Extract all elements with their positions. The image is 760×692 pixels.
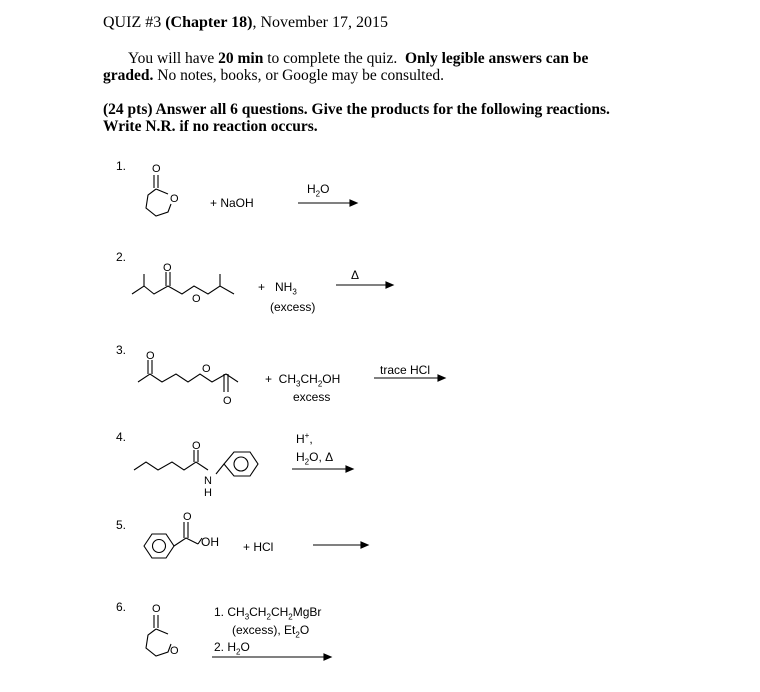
intro-graded: graded. bbox=[103, 67, 154, 84]
atom-o: O bbox=[152, 603, 161, 615]
quiz-chapter: (Chapter 18) bbox=[165, 14, 253, 31]
question-5-oh: OH bbox=[201, 535, 219, 549]
question-2-reagent: + $NH_3$ bbox=[258, 280, 297, 297]
question-2-reagent-note: (excess) bbox=[270, 300, 316, 314]
question-3-reagent: + $CH_3CH_2OH$ bbox=[265, 372, 341, 389]
quiz-date: , November 17, 2015 bbox=[252, 14, 388, 31]
question-3-arrow bbox=[374, 373, 449, 383]
intro-line-2 bbox=[103, 67, 444, 85]
question-4-arrow bbox=[292, 464, 357, 474]
atom-o: O bbox=[223, 395, 232, 407]
question-3-reagent-note: excess bbox=[293, 390, 331, 404]
intro-line-1 bbox=[128, 50, 588, 68]
question-1-arrow bbox=[298, 198, 358, 208]
atom-o: O bbox=[163, 262, 172, 274]
question-2-structure bbox=[130, 262, 240, 312]
atom-o: O bbox=[192, 293, 201, 305]
atom-n: N bbox=[204, 475, 212, 487]
question-6-arrow bbox=[212, 652, 337, 662]
question-4-condition-2: $H_2O$, Δ bbox=[296, 450, 334, 467]
question-6-condition-3: 2. $H_2O$ bbox=[214, 640, 250, 657]
question-6-condition-1: 1. $CH_3CH_2CH_2MgBr$ bbox=[214, 605, 322, 622]
quiz-header bbox=[103, 14, 388, 32]
question-1-condition: $H_2O$ bbox=[307, 182, 330, 199]
atom-h: H bbox=[204, 487, 212, 499]
atom-o: O bbox=[192, 440, 201, 452]
question-5-reagent: + HCl bbox=[243, 540, 274, 554]
question-2-arrow bbox=[336, 280, 396, 290]
question-6-structure bbox=[140, 602, 190, 672]
intro-time: 20 min bbox=[218, 50, 264, 67]
question-5-arrow bbox=[313, 540, 373, 550]
question-4-condition-1: H+, bbox=[296, 431, 313, 446]
question-4-structure bbox=[132, 440, 272, 510]
question-1-structure bbox=[140, 162, 190, 232]
question-2-number: 2. bbox=[116, 250, 127, 264]
question-6-condition-2: (excess), $Et_2O$ bbox=[232, 623, 310, 640]
atom-o: O bbox=[146, 350, 155, 362]
question-2-condition: Δ bbox=[351, 268, 360, 282]
question-1-number: 1. bbox=[116, 159, 127, 173]
atom-o: O bbox=[202, 363, 211, 375]
question-3-number: 3. bbox=[116, 343, 127, 357]
atom-o: O bbox=[170, 645, 179, 657]
question-3-structure bbox=[136, 350, 256, 420]
quiz-title: QUIZ #3 bbox=[103, 14, 162, 31]
instructions-line-2: Write N.R. if no reaction occurs. bbox=[103, 118, 318, 135]
question-4-number: 4. bbox=[116, 430, 127, 444]
atom-o: O bbox=[170, 193, 179, 205]
intro-text-3: No notes, books, or Google may be consulted. bbox=[153, 67, 444, 84]
atom-o: O bbox=[152, 163, 161, 175]
intro-text-1: You will have bbox=[128, 50, 219, 67]
question-6-number: 6. bbox=[116, 600, 127, 614]
intro-legible: Only legible answers can be bbox=[404, 50, 589, 67]
atom-o: O bbox=[183, 511, 192, 523]
instructions-line-1: (24 pts) Answer all 6 questions. Give the products for the following reactions. bbox=[103, 101, 610, 118]
intro-text-2: to complete the quiz. bbox=[263, 50, 405, 67]
question-1-reagent: + NaOH bbox=[210, 196, 254, 210]
question-5-number: 5. bbox=[116, 518, 127, 532]
question-3-condition: trace HCl bbox=[380, 363, 431, 377]
